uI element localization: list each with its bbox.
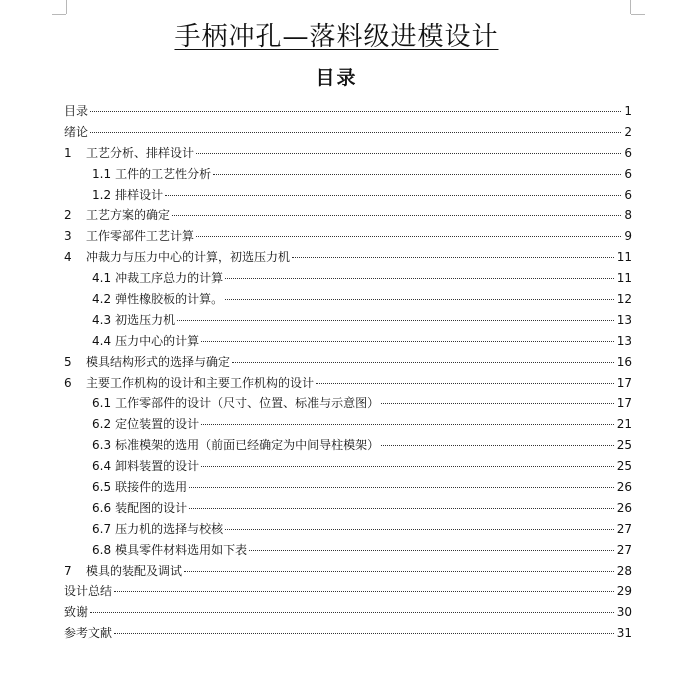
toc-heading: 目录 — [315, 67, 358, 89]
toc-entry[interactable] — [64, 623, 632, 644]
toc-entry-number: 6.2 — [92, 417, 112, 432]
toc-entry-number: 4.3 — [92, 312, 112, 327]
toc-entry-title: 排样设计 — [115, 187, 164, 202]
toc-dot-leader — [90, 132, 621, 133]
toc-entry-page-number: 6 — [624, 145, 632, 160]
toc-entry-title: 模具的装配及调试 — [86, 563, 183, 578]
toc-entry[interactable] — [64, 373, 632, 394]
toc-entry-number: 4 — [64, 250, 72, 265]
document-title-text: 手柄冲孔—落料级进模设计 — [174, 22, 499, 52]
toc-dot-leader — [90, 612, 614, 613]
toc-entry-title: 联接件的选用 — [115, 480, 188, 495]
toc-entry-page-number: 6 — [624, 187, 632, 202]
toc-entry[interactable] — [64, 331, 632, 352]
toc-entry-page-number: 21 — [616, 417, 632, 432]
toc-entry-number: 6.6 — [92, 500, 112, 515]
toc-entry-title: 弹性橡胶板的计算。 — [115, 292, 224, 307]
toc-entry-title: 模具结构形式的选择与确定 — [86, 354, 231, 369]
toc-entry-page-number: 17 — [616, 375, 632, 390]
toc-entry-title: 绪论 — [64, 124, 89, 139]
toc-dot-leader — [196, 153, 621, 154]
toc-dot-leader — [201, 424, 614, 425]
toc-dot-leader — [172, 215, 621, 216]
toc-entry-title: 卸料装置的设计 — [115, 459, 200, 474]
toc-dot-leader — [165, 195, 621, 196]
toc-dot-leader — [292, 257, 614, 258]
toc-entry-title: 目录 — [64, 104, 89, 118]
toc-dot-leader — [225, 529, 614, 530]
toc-entry[interactable] — [64, 477, 632, 498]
toc-entry[interactable] — [64, 164, 632, 185]
toc-entry-title: 工作零部件的设计（尺寸、位置、标准与示意图） — [115, 396, 380, 411]
toc-entry-number: 3 — [64, 229, 72, 244]
toc-dot-leader — [189, 508, 614, 509]
toc-entry-title: 冲裁工序总力的计算 — [115, 271, 224, 286]
toc-dot-leader — [201, 341, 614, 342]
toc-entry[interactable] — [64, 122, 632, 143]
document-title — [0, 18, 673, 56]
crop-mark-top-left — [66, 0, 67, 14]
toc-entry-number: 6 — [64, 375, 72, 390]
toc-entry-number: 7 — [64, 563, 72, 578]
toc-dot-leader — [225, 299, 614, 300]
toc-dot-leader — [213, 174, 621, 175]
toc-dot-leader — [90, 111, 621, 112]
toc-entry-page-number: 11 — [616, 271, 632, 286]
toc-entry-page-number: 9 — [624, 229, 632, 244]
toc-entry-title: 工件的工艺性分析 — [115, 166, 212, 181]
toc-entry-number: 6.3 — [92, 438, 112, 453]
toc-dot-leader — [225, 278, 614, 279]
toc-entry[interactable] — [64, 456, 632, 477]
toc-entry-number: 4.2 — [92, 292, 112, 307]
toc-dot-leader — [381, 445, 614, 446]
toc-entry-page-number: 25 — [616, 459, 632, 474]
toc-entry-page-number: 13 — [616, 333, 632, 348]
toc-entry[interactable] — [64, 205, 632, 226]
toc-entry[interactable] — [64, 414, 632, 435]
toc-entry-title: 工作零部件工艺计算 — [86, 229, 195, 244]
toc-entry[interactable] — [64, 101, 632, 122]
toc-dot-leader — [177, 320, 614, 321]
toc-entry-title: 装配图的设计 — [115, 500, 188, 515]
toc-entry-page-number: 27 — [616, 521, 632, 536]
toc-dot-leader — [196, 236, 621, 237]
toc-dot-leader — [114, 633, 614, 634]
crop-mark-top-left-horizontal — [52, 14, 66, 15]
toc-entry-title: 冲裁力与压力中心的计算，初选压力机 — [86, 250, 291, 265]
toc-entry-page-number: 30 — [616, 605, 632, 620]
toc-entry-page-number: 25 — [616, 438, 632, 453]
crop-mark-top-right-horizontal — [631, 14, 645, 15]
toc-entry[interactable] — [64, 519, 632, 540]
toc-dot-leader — [184, 571, 614, 572]
toc-entry[interactable] — [64, 289, 632, 310]
table-of-contents — [64, 101, 632, 644]
toc-entry-title: 设计总结 — [64, 584, 113, 599]
toc-entry-page-number: 8 — [624, 208, 632, 223]
toc-entry-page-number: 29 — [616, 584, 632, 599]
toc-entry-title: 主要工作机构的设计和主要工作机构的设计 — [86, 375, 315, 390]
toc-entry-number: 4.1 — [92, 271, 112, 286]
toc-entry-page-number: 26 — [616, 500, 632, 515]
toc-entry-number: 6.4 — [92, 459, 112, 474]
toc-entry-page-number: 2 — [624, 124, 632, 139]
toc-entry-page-number: 28 — [616, 563, 632, 578]
toc-entry-number: 6.5 — [92, 480, 112, 495]
toc-entry-page-number: 31 — [616, 626, 632, 641]
toc-entry[interactable] — [64, 602, 632, 623]
toc-dot-leader — [201, 466, 614, 467]
crop-mark-top-right — [630, 0, 631, 14]
toc-entry[interactable] — [64, 352, 632, 373]
toc-dot-leader — [114, 591, 614, 592]
toc-entry[interactable] — [64, 581, 632, 602]
toc-entry-number: 5 — [64, 354, 72, 369]
toc-entry[interactable] — [64, 185, 632, 206]
toc-entry[interactable] — [64, 540, 632, 561]
toc-entry-number: 1.1 — [92, 166, 112, 181]
toc-entry-number: 4.4 — [92, 333, 112, 348]
toc-entry-page-number: 6 — [624, 166, 632, 181]
toc-entry[interactable] — [64, 498, 632, 519]
toc-entry-page-number: 26 — [616, 480, 632, 495]
toc-entry-page-number: 16 — [616, 354, 632, 369]
toc-dot-leader — [249, 550, 614, 551]
toc-entry-title: 标准模架的选用（前面已经确定为中间导柱模架） — [115, 438, 380, 453]
toc-entry-page-number: 27 — [616, 542, 632, 557]
toc-entry-page-number: 12 — [616, 292, 632, 307]
toc-entry-number: 2 — [64, 208, 72, 223]
toc-entry[interactable] — [64, 247, 632, 268]
toc-entry-number: 6.8 — [92, 542, 112, 557]
toc-entry-title: 工艺分析、排样设计 — [86, 145, 195, 160]
toc-entry-page-number: 13 — [616, 312, 632, 327]
toc-entry[interactable] — [64, 226, 632, 247]
toc-entry-page-number: 17 — [616, 396, 632, 411]
toc-dot-leader — [316, 383, 614, 384]
toc-dot-leader — [189, 487, 614, 488]
toc-entry[interactable] — [64, 393, 632, 414]
toc-entry[interactable] — [64, 561, 632, 582]
toc-entry[interactable] — [64, 435, 632, 456]
toc-entry-title: 压力机的选择与校核 — [115, 521, 224, 536]
toc-entry-title: 定位装置的设计 — [115, 417, 200, 432]
toc-entry-title: 参考文献 — [64, 626, 113, 641]
toc-entry-title: 模具零件材料选用如下表 — [115, 542, 248, 557]
toc-entry-title: 工艺方案的确定 — [86, 208, 171, 223]
toc-entry-number: 1.2 — [92, 187, 112, 202]
toc-entry-title: 初选压力机 — [115, 312, 176, 327]
toc-entry[interactable] — [64, 143, 632, 164]
toc-dot-leader — [381, 403, 614, 404]
toc-entry-number: 6.7 — [92, 521, 112, 536]
toc-dot-leader — [232, 362, 614, 363]
toc-entry-page-number: 1 — [624, 104, 632, 118]
toc-entry-title: 压力中心的计算 — [115, 333, 200, 348]
toc-entry-page-number: 11 — [616, 250, 632, 265]
toc-entry-number: 6.1 — [92, 396, 112, 411]
toc-entry[interactable] — [64, 268, 632, 289]
toc-entry-title: 致谢 — [64, 605, 89, 620]
toc-entry-number: 1 — [64, 145, 72, 160]
toc-entry[interactable] — [64, 310, 632, 331]
